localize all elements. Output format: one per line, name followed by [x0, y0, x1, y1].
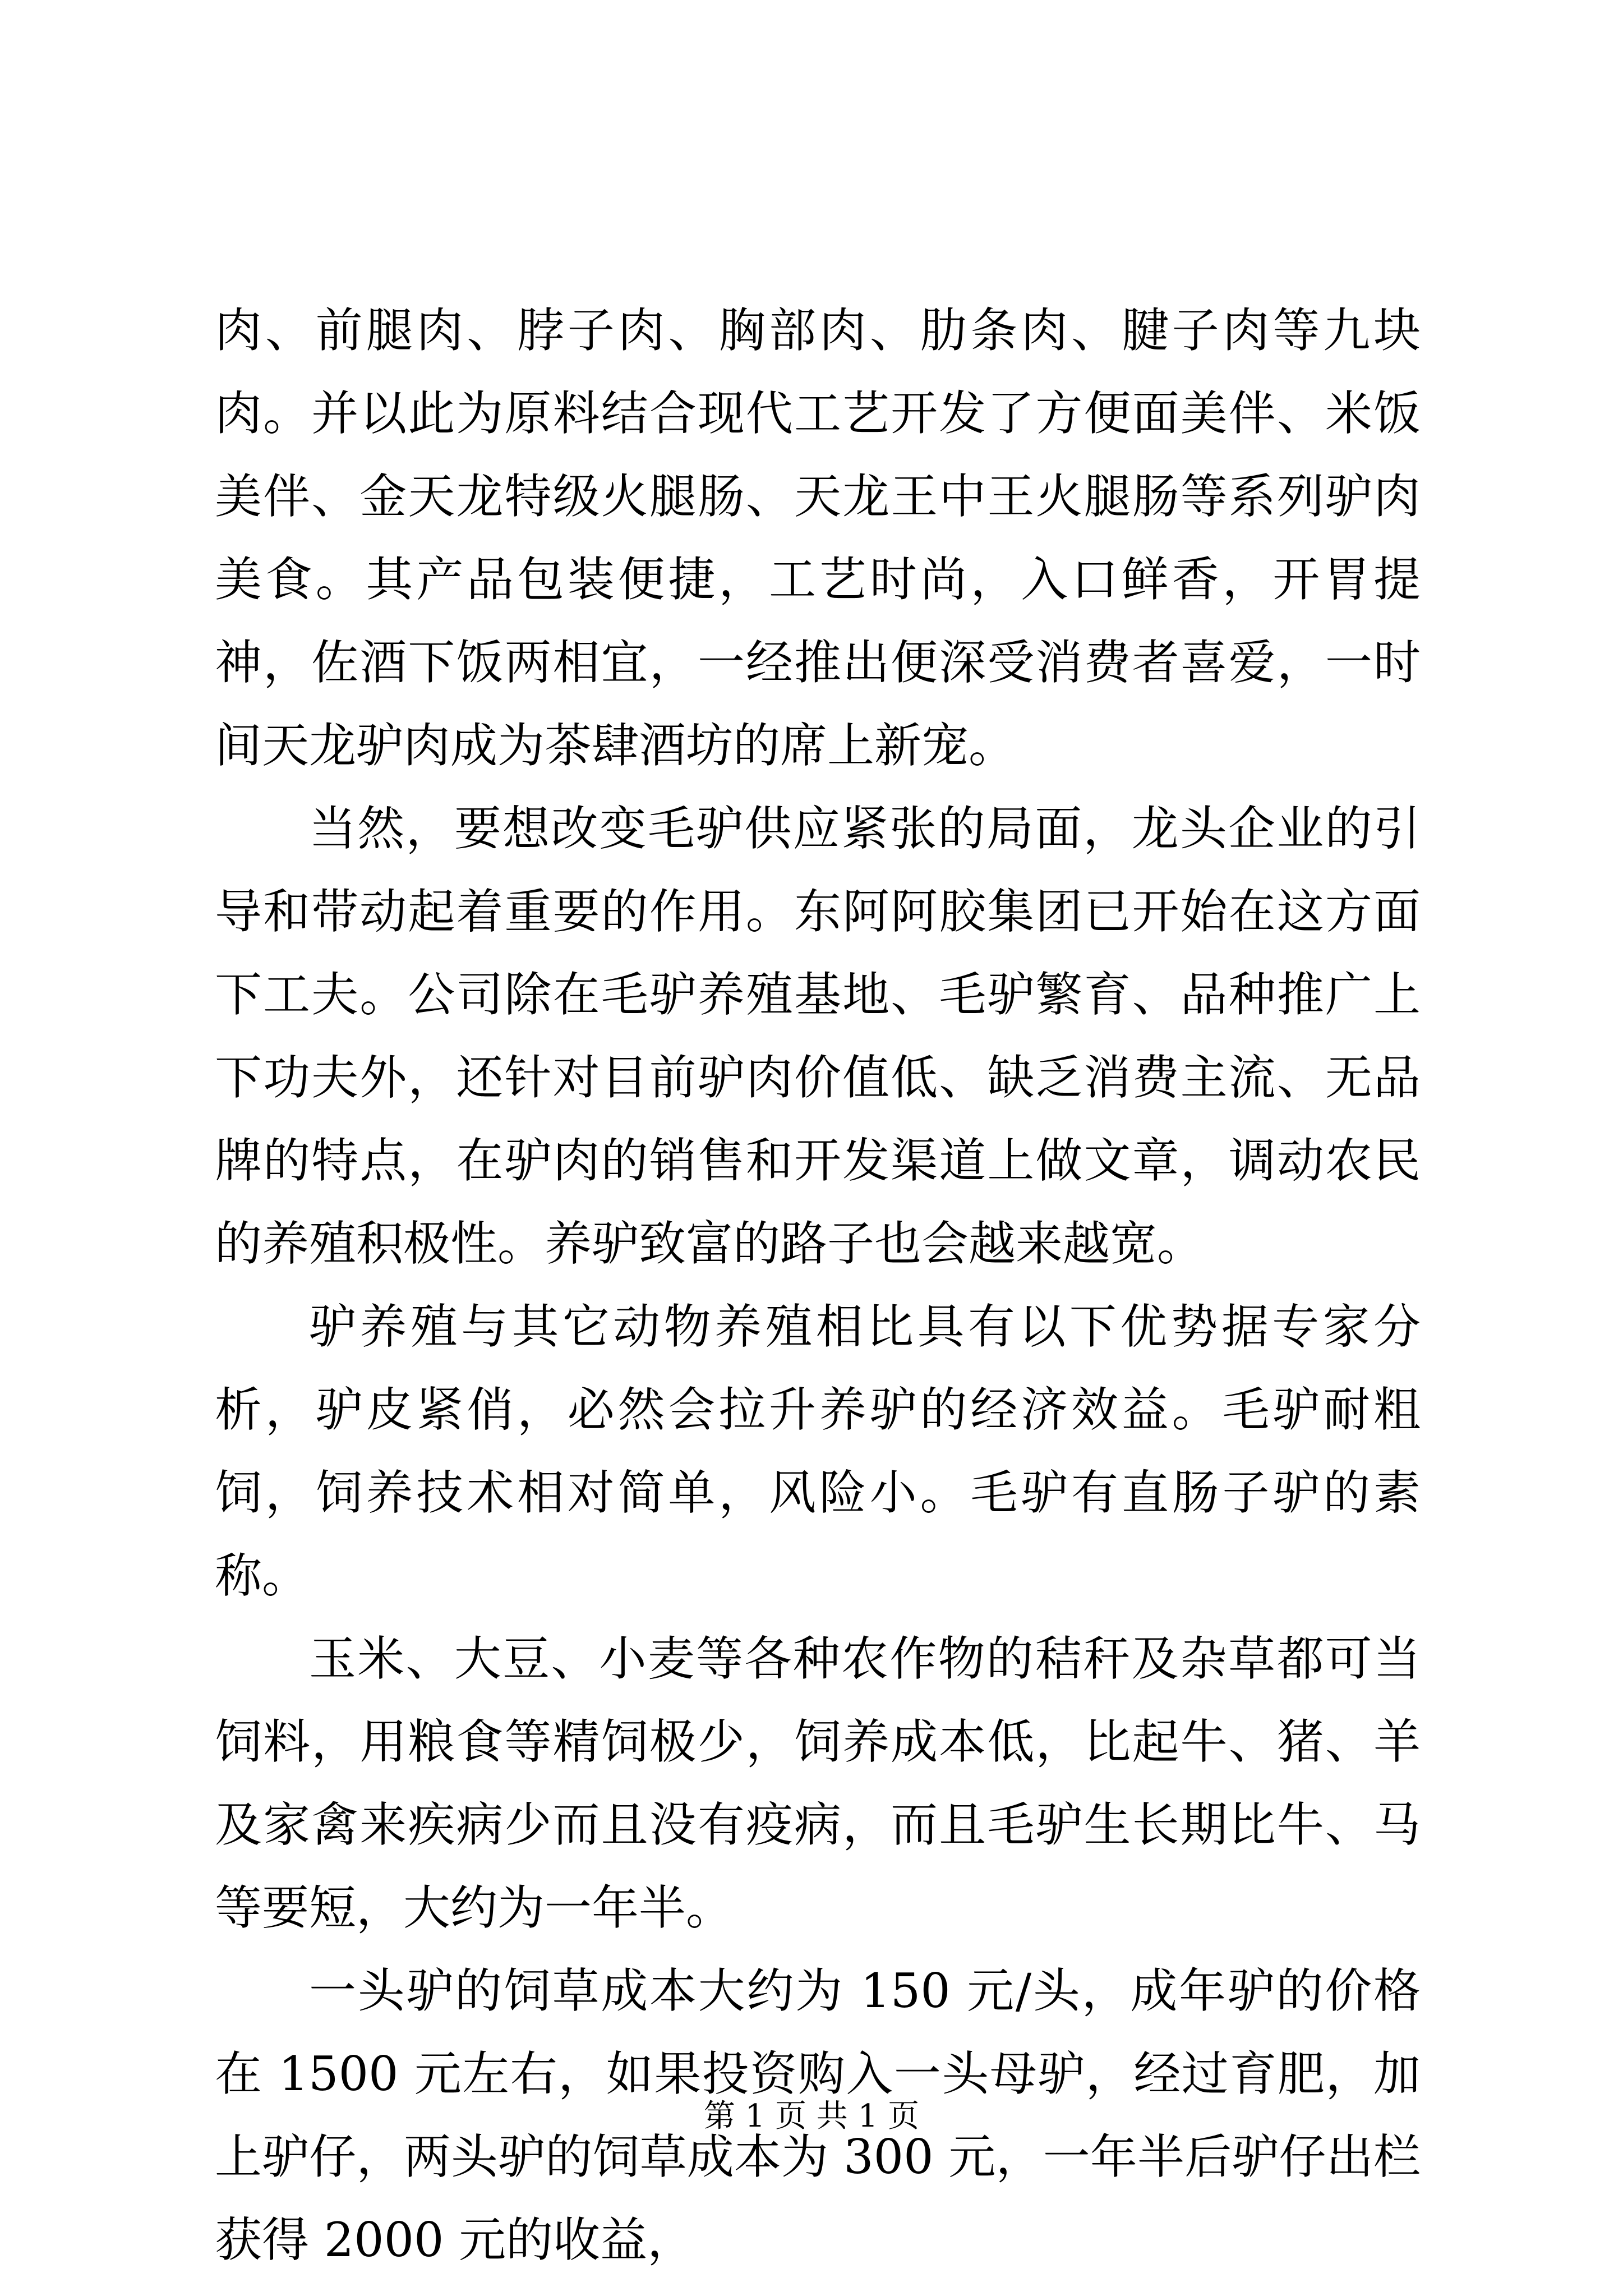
body-text [215, 289, 1421, 2281]
paragraph-1: 肉、前腿肉、脖子肉、胸部肉、肋条肉、腱子肉等九块肉。并以此为原料结合现代工艺开发了方便面美伴、米饭美伴、金天龙特级火腿肠、天龙王中王火腿肠等系列驴肉美食。其产品包装便捷，工艺时尚，入口鲜香，开胃提神，佐酒下饭两相宜，一经推出便深受消费者喜爱，一时间天龙驴肉成为茶肆酒坊的席上新宠。 [215, 303, 1421, 773]
page-footer: 第 1 页 共 1 页 [703, 2098, 920, 2134]
paragraph-3: 驴养殖与其它动物养殖相比具有以下优势据专家分析，驴皮紧俏，必然会拉升养驴的经济效益。毛驴耐粗饲，饲养技术相对简单，风险小。毛驴有直肠子驴的素称。 [215, 1299, 1421, 1603]
paragraph-4: 玉米、大豆、小麦等各种农作物的秸秆及杂草都可当饲料，用粮食等精饲极少，饲养成本低，比起牛、猪、羊及家禽来疾病少而且没有疫病，而且毛驴生长期比牛、马等要短，大约为一年半。 [215, 1631, 1421, 1935]
paragraph-2: 当然，要想改变毛驴供应紧张的局面，龙头企业的引导和带动起着重要的作用。东阿阿胶集团已开始在这方面下工夫。公司除在毛驴养殖基地、毛驴繁育、品种推广上下功夫外，还针对目前驴肉价值低、缺乏消费主流、无品牌的特点，在驴肉的销售和开发渠道上做文章，调动农民的养殖积极性。养驴致富的路子也会越来越宽。 [215, 801, 1421, 1271]
paragraph-5: 一头驴的饲草成本大约为 150 元/头，成年驴的价格在 1500 元左右，如果投资购入一头母驴，经过育肥，加上驴仔，两头驴的饲草成本为 300 元，一年半后驴仔出栏获得 2000 元的收益， [215, 1963, 1421, 2267]
